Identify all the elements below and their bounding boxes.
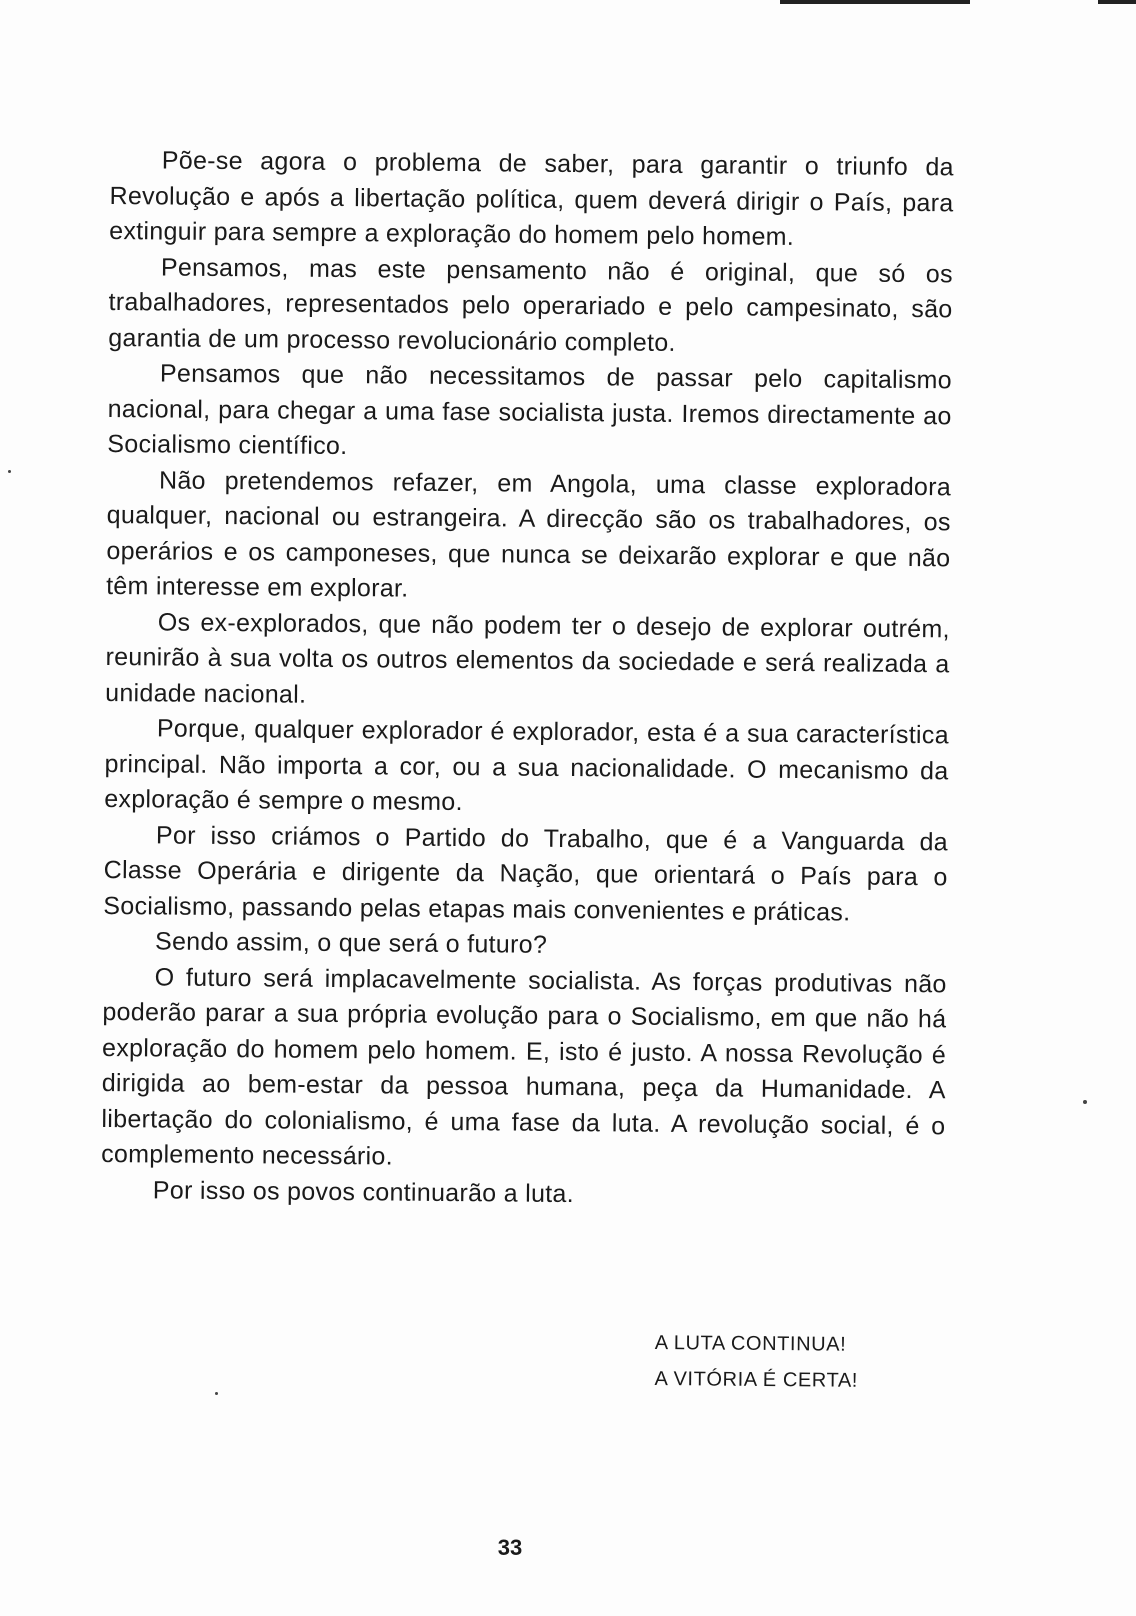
- top-rule-edge: [1098, 0, 1136, 4]
- top-rule: [780, 0, 970, 4]
- paragraph-7: Por isso criámos o Partido do Trabalho, que é a Vanguarda da Classe Operária e dirigente da Nação, que orientará o País para o Socialismo, passando pelas etapas mais convenientes e práticas.: [103, 820, 949, 926]
- paragraph-3: Pensamos que não necessitamos de passar pelo capitalismo nacional, para chegar a uma fase socialista justa. Iremos directamente ao Socialismo científico.: [107, 359, 953, 461]
- closing-line-1: A LUTA CONTINUA!: [654, 1331, 847, 1356]
- paragraph-8: Sendo assim, o que será o futuro?: [154, 927, 548, 959]
- paragraph-1: Põe-se agora o problema de saber, para garantir o triunfo da Revolução e após a libertação política, quem deverá dirigir o País, para extinguir para sempre a exploração do homem pelo homem.: [109, 146, 954, 251]
- closing-slogan: [654, 1325, 858, 1399]
- scan-speck: [215, 1392, 218, 1395]
- paragraph-10: Por isso os povos continuarão a luta.: [152, 1175, 575, 1208]
- paragraph-9: O futuro será implacavelmente socialista. As forças produtivas não poderão parar a sua própria evolução para o Socialismo, em que não há exploração do homem pelo homem. E, isto é justo. A nossa Revolução é dirigida ao bem-estar da pessoa humana, peça da Humanidade. A libertação do colonialismo, é uma fase da luta. A revolução social, é o complemento necessário.: [101, 962, 947, 1171]
- page-number: 33: [497, 1535, 523, 1560]
- body-text: [101, 143, 954, 1215]
- paragraph-5: Os ex-explorados, que não podem ter o desejo de explorar outrém, reunirão à sua volta os outros elementos da sociedade e será realizada a unidade nacional.: [105, 607, 950, 709]
- closing-line-2: A VITÓRIA É CERTA!: [654, 1367, 859, 1392]
- scan-speck: [1083, 1100, 1087, 1104]
- paragraph-6: Porque, qualquer explorador é explorador, esta é a sua característica principal. Não importa a cor, ou a sua nacionalidade. O mecanismo da exploração é sempre o mesmo.: [104, 714, 949, 817]
- scan-speck: [8, 470, 11, 473]
- paragraph-2: Pensamos, mas este pensamento não é original, que só os trabalhadores, representados pelo operariado e pelo campesinato, são garantia de um processo revolucionário completo.: [108, 252, 954, 357]
- paragraph-4: Não pretendemos refazer, em Angola, uma classe exploradora qualquer, nacional ou estrangeira. A direcção são os trabalhadores, os operários e os camponeses, que nunca se deixarão explorar e que não têm interesse em explorar.: [106, 465, 952, 603]
